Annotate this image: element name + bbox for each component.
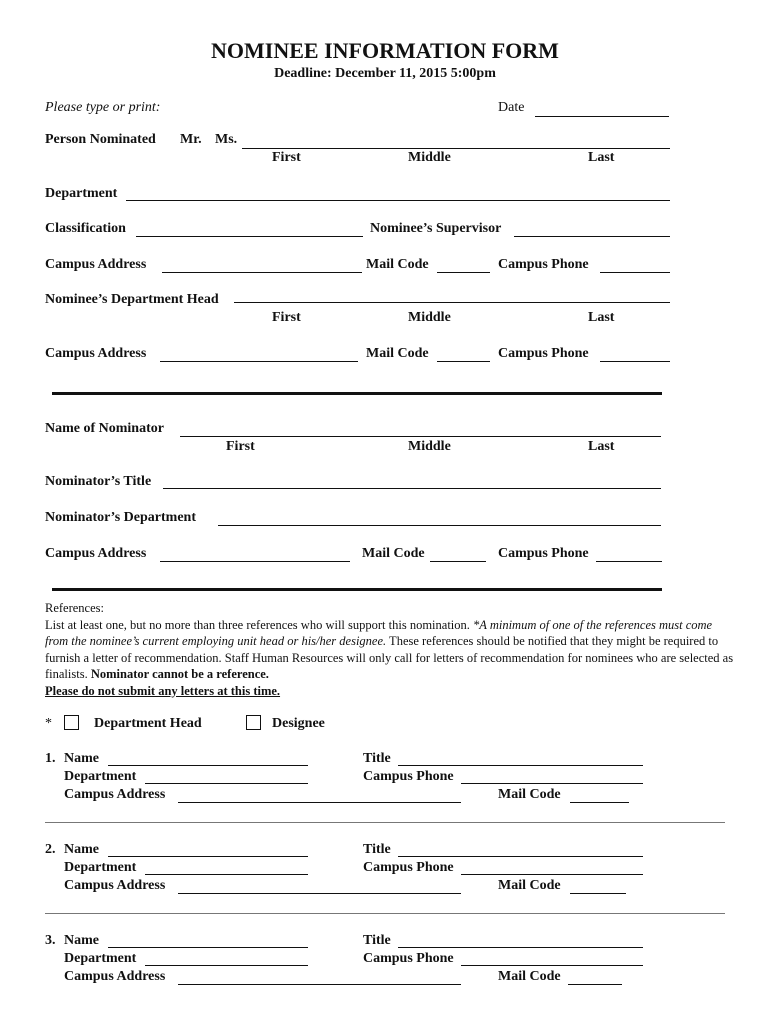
designee-option-label: Designee: [272, 716, 325, 731]
reference-title-field[interactable]: [398, 947, 643, 948]
references-text-3: These references should be notified that they might be required to furnish a letter of recommendation. Staff Human Resources will only call for letters of recommendation for nominees who are selected as finalists.: [45, 634, 734, 681]
campus-phone-label: Campus Phone: [498, 546, 589, 561]
references-text-1: List at least one, but no more than three references who will support this nomination.: [45, 617, 474, 632]
nominator-title-field[interactable]: [163, 488, 661, 489]
name-part-first: First: [272, 310, 301, 325]
designee-checkbox[interactable]: [246, 715, 261, 730]
reference-divider: [45, 822, 725, 823]
reference-department-field[interactable]: [145, 874, 308, 875]
name-part-last: Last: [588, 439, 615, 454]
name-part-first: First: [272, 150, 301, 165]
references-warning: Please do not submit any letters at this time.: [45, 683, 281, 698]
form-title: NOMINEE INFORMATION FORM: [211, 38, 559, 63]
person-nominated-field[interactable]: [242, 148, 670, 149]
campus-phone-field[interactable]: [600, 361, 670, 362]
reference-campus-address-label: Campus Address: [64, 787, 166, 802]
department-head-checkbox[interactable]: [64, 715, 79, 730]
reference-name-field[interactable]: [108, 947, 308, 948]
person-nominated-label: Person Nominated: [45, 132, 156, 147]
reference-title-field[interactable]: [398, 856, 643, 857]
reference-campus-address-field[interactable]: [178, 984, 461, 985]
reference-department-label: Department: [64, 951, 137, 966]
nominator-department-label: Nominator’s Department: [45, 510, 196, 525]
instruction: Please type or print:: [45, 100, 161, 115]
campus-phone-field[interactable]: [600, 272, 670, 273]
reference-campus-address-label: Campus Address: [64, 878, 166, 893]
dept-head-field[interactable]: [234, 302, 670, 303]
date-label: Date: [498, 100, 525, 115]
nominator-department-field[interactable]: [218, 525, 661, 526]
department-head-option-label: Department Head: [94, 716, 202, 731]
section-divider: [52, 392, 662, 395]
deadline: Deadline: December 11, 2015 5:00pm: [274, 66, 496, 81]
campus-address-label: Campus Address: [45, 257, 147, 272]
campus-address-label: Campus Address: [45, 546, 147, 561]
campus-address-field[interactable]: [162, 272, 362, 273]
name-part-last: Last: [588, 150, 615, 165]
reference-mail-code-label: Mail Code: [498, 878, 561, 893]
reference-mail-code-field[interactable]: [568, 984, 622, 985]
reference-number: 1.: [45, 751, 56, 766]
nominator-name-field[interactable]: [180, 436, 661, 437]
reference-number: 2.: [45, 842, 56, 857]
references-block: [45, 600, 735, 699]
name-part-middle: Middle: [408, 150, 451, 165]
asterisk: *: [45, 716, 52, 731]
references-heading: References:: [45, 601, 104, 615]
reference-mail-code-field[interactable]: [570, 802, 629, 803]
reference-title-field[interactable]: [398, 765, 643, 766]
name-part-last: Last: [588, 310, 615, 325]
reference-name-field[interactable]: [108, 765, 308, 766]
mail-code-field[interactable]: [437, 361, 490, 362]
reference-title-label: Title: [363, 751, 391, 766]
reference-number: 3.: [45, 933, 56, 948]
department-label: Department: [45, 186, 118, 201]
reference-mail-code-label: Mail Code: [498, 787, 561, 802]
date-field[interactable]: [535, 116, 669, 117]
reference-campus-address-field[interactable]: [178, 893, 461, 894]
reference-campus-address-label: Campus Address: [64, 969, 166, 984]
reference-campus-phone-label: Campus Phone: [363, 951, 454, 966]
references-text-bold: Nominator cannot be a reference.: [90, 667, 269, 681]
references-text-italic: *A minimum of one of the references must come from the nominee’s current employing unit head or his/her designee.: [45, 617, 713, 648]
supervisor-field[interactable]: [514, 236, 670, 237]
name-part-middle: Middle: [408, 310, 451, 325]
classification-label: Classification: [45, 221, 126, 236]
reference-department-label: Department: [64, 860, 137, 875]
section-divider: [52, 588, 662, 591]
reference-department-field[interactable]: [145, 783, 308, 784]
reference-campus-phone-field[interactable]: [461, 874, 643, 875]
reference-mail-code-label: Mail Code: [498, 969, 561, 984]
references-text: [45, 617, 735, 683]
mail-code-label: Mail Code: [362, 546, 425, 561]
reference-name-label: Name: [64, 751, 99, 766]
department-field[interactable]: [126, 200, 670, 201]
mr-label: Mr.: [180, 132, 202, 147]
ms-label: Ms.: [215, 132, 238, 147]
supervisor-label: Nominee’s Supervisor: [370, 221, 502, 236]
reference-campus-phone-label: Campus Phone: [363, 769, 454, 784]
reference-campus-phone-label: Campus Phone: [363, 860, 454, 875]
campus-phone-field[interactable]: [596, 561, 662, 562]
reference-name-label: Name: [64, 842, 99, 857]
reference-campus-phone-field[interactable]: [461, 783, 643, 784]
dept-head-label: Nominee’s Department Head: [45, 292, 219, 307]
reference-title-label: Title: [363, 842, 391, 857]
reference-department-label: Department: [64, 769, 137, 784]
mail-code-field[interactable]: [437, 272, 490, 273]
reference-campus-address-field[interactable]: [178, 802, 461, 803]
campus-phone-label: Campus Phone: [498, 257, 589, 272]
mail-code-label: Mail Code: [366, 346, 429, 361]
mail-code-label: Mail Code: [366, 257, 429, 272]
campus-address-field[interactable]: [160, 361, 358, 362]
name-part-middle: Middle: [408, 439, 451, 454]
campus-phone-label: Campus Phone: [498, 346, 589, 361]
campus-address-label: Campus Address: [45, 346, 147, 361]
reference-name-label: Name: [64, 933, 99, 948]
reference-divider: [45, 913, 725, 914]
name-part-first: First: [226, 439, 255, 454]
nominator-name-label: Name of Nominator: [45, 421, 164, 436]
classification-field[interactable]: [136, 236, 363, 237]
reference-name-field[interactable]: [108, 856, 308, 857]
campus-address-field[interactable]: [160, 561, 350, 562]
reference-department-field[interactable]: [145, 965, 308, 966]
nominator-title-label: Nominator’s Title: [45, 474, 152, 489]
mail-code-field[interactable]: [430, 561, 486, 562]
reference-mail-code-field[interactable]: [570, 893, 626, 894]
reference-campus-phone-field[interactable]: [461, 965, 643, 966]
reference-title-label: Title: [363, 933, 391, 948]
